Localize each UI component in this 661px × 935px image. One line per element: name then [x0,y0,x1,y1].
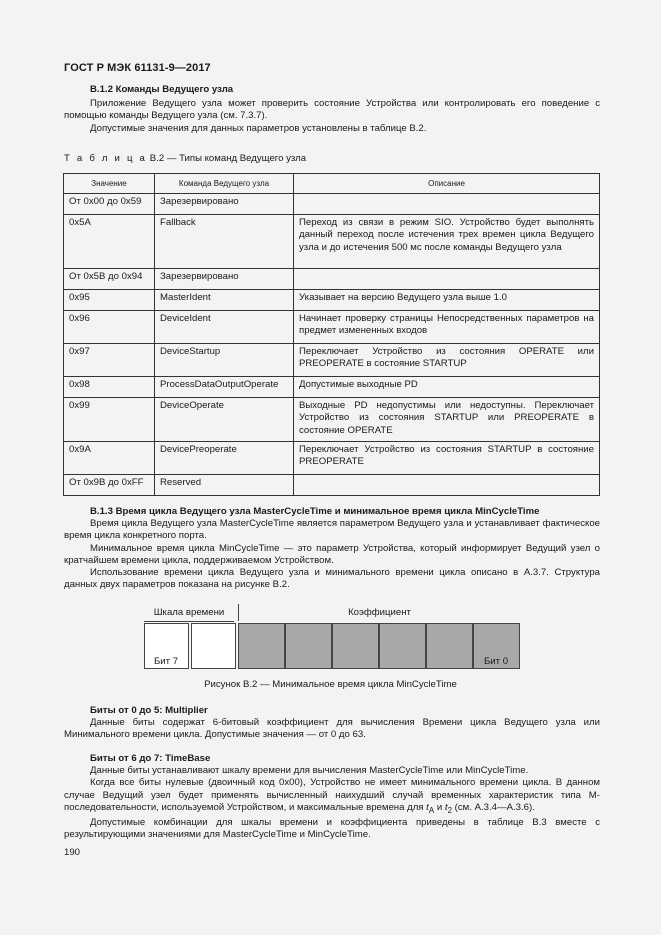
cell-command: Зарезервировано [155,269,294,290]
cell-value: 0x9A [64,442,155,475]
cell-command: Fallback [155,215,294,269]
paragraph: Данные биты содержат 6-битовый коэффициент для вычисления Времени цикла Ведущего узла или Минимального времени цикла. Допустимые значения — от 0 до 63. [64,717,600,741]
cell-value: От 0x5B до 0x94 [64,269,155,290]
cell-command: Зарезервировано [155,194,294,215]
table-header-row [64,174,600,194]
section-b-1-3 [64,506,600,591]
table-row [64,194,600,215]
bit7-label: Бит 7 [154,656,179,667]
section-b-1-2 [64,84,600,135]
cell-description: Допустимые выходные PD [294,377,600,398]
table-row [64,215,600,269]
cell-description: Переключает Устройство из состояния STARTUP в состояние PREOPERATE [294,442,600,475]
document-header: ГОСТ Р МЭК 61131-9—2017 [64,62,211,74]
paragraph: Использование времени цикла Ведущего узла и минимального времени цикла описано в A.3.7. Структура данных двух параметров показана на рисунке B.2. [64,567,600,591]
paragraph: Допустимые комбинации для шкалы времени и коэффициента приведены в таблице B.3 вместе с результирующими значениями для MasterCycleTime и MinCycleTime. [64,816,600,841]
table-row [64,398,600,442]
table-row [64,290,600,311]
text-run: и [434,801,445,813]
paragraph: Время цикла Ведущего узла MasterCycleTime является параметром Ведущего узла и устанавливает фактическое время цикла конкретного порта. [64,518,600,542]
var-t: t [444,801,448,813]
cell-description [294,269,600,290]
cell-value: 0x95 [64,290,155,311]
master-commands-table [63,173,600,496]
table-caption-prefix: Т а б л и ц а [64,153,148,164]
bit-cell-5 [238,623,285,669]
bit-cell-4 [285,623,332,669]
paragraph: Минимальное время цикла MinCycleTime — это параметр Устройства, который информирует Ведущий узел о кратчайшем времени цикла, поддерживаемом Устройством. [64,542,600,566]
subsection-title: Биты от 6 до 7: TimeBase [90,753,211,764]
subscript-a: A [428,805,435,815]
cell-command: Reserved [155,475,294,496]
cell-description [294,194,600,215]
table-caption [64,153,306,165]
var-t: t [426,801,429,813]
paragraph: Приложение Ведущего узла может проверить состояние Устройства или контролировать его поведение с помощью команды Ведущего узла (см. 7.3.7). [64,98,600,122]
figure-caption: Рисунок B.2 — Минимальное время цикла MinCycleTime [204,679,457,690]
cell-description: Начинает проверку страницы Непосредственных параметров на предмет измененных входов [294,311,600,344]
cell-command: DeviceIdent [155,311,294,344]
factor-label: Коэффициент [238,604,520,621]
cell-value: От 0x9B до 0xFF [64,475,155,496]
cell-description: Переключает Устройство из состояния OPERATE или PREOPERATE в состояние STARTUP [294,344,600,377]
bit0-label: Бит 0 [484,656,509,667]
text-run: Когда все биты нулевые (двоичный код 0x00), Устройство не имеет минимального времени цикла. В данном случае Ведущий узел будет применять вычисленный наихудший случай временных характеристик типа M-последовательности, используемой Устройством, и максимальные времена для [64,777,600,813]
section-title: B.1.3 Время цикла Ведущего узла MasterCycleTime и минимальное время цикла MinCycleTime [90,506,540,517]
paragraph: Данные биты устанавливают шкалу времени для вычисления MasterCycleTime или MinCycleTime. [90,765,529,777]
cell-command: DevicePreoperate [155,442,294,475]
section-bits-6-7 [64,753,600,841]
bit-cell-2 [379,623,426,669]
section-bits-0-5 [64,705,600,742]
text-run: (см. A.3.4—A.3.6). [452,801,535,813]
cell-value: От 0x00 до 0x59 [64,194,155,215]
bit-cell-3 [332,623,379,669]
column-header-command: Команда Ведущего узла [155,174,294,194]
table-row [64,269,600,290]
cell-command: MasterIdent [155,290,294,311]
table-row [64,344,600,377]
bit-cell-1 [426,623,473,669]
section-title: B.1.2 Команды Ведущего узла [90,84,234,95]
paragraph [64,777,600,817]
column-header-description: Описание [294,174,600,194]
table-row [64,311,600,344]
table-row [64,475,600,496]
subscript-2: 2 [447,805,453,815]
cell-value: 0x98 [64,377,155,398]
cell-description: Переход из связи в режим SIO. Устройство будет выполнять данный переход после истечения трех времен цикла Ведущего узла и до истечения 500 мс после команды Ведущего узла [294,215,600,269]
cell-description: Выходные PD недопустимы или недоступны. Переключает Устройство из состояния STARTUP или PREOPERATE в состояние OPERATE [294,398,600,442]
bit-cell-6 [191,623,236,669]
figure-b-2-diagram [142,604,520,669]
column-header-value: Значение [64,174,155,194]
cell-command: DeviceStartup [155,344,294,377]
table-row [64,377,600,398]
page-number: 190 [64,847,81,858]
cell-description [294,475,600,496]
cell-value: 0x97 [64,344,155,377]
cell-value: 0x5A [64,215,155,269]
cell-value: 0x99 [64,398,155,442]
table-row [64,442,600,475]
cell-command: ProcessDataOutputOperate [155,377,294,398]
cell-command: DeviceOperate [155,398,294,442]
timebase-label: Шкала времени [144,604,234,622]
cell-value: 0x96 [64,311,155,344]
subsection-title: Биты от 0 до 5: Multiplier [90,705,208,716]
table-caption-text: B.2 — Типы команд Ведущего узла [149,153,307,164]
cell-description: Указывает на версию Ведущего узла выше 1.0 [294,290,600,311]
paragraph: Допустимые значения для данных параметров установлены в таблице B.2. [90,122,427,134]
